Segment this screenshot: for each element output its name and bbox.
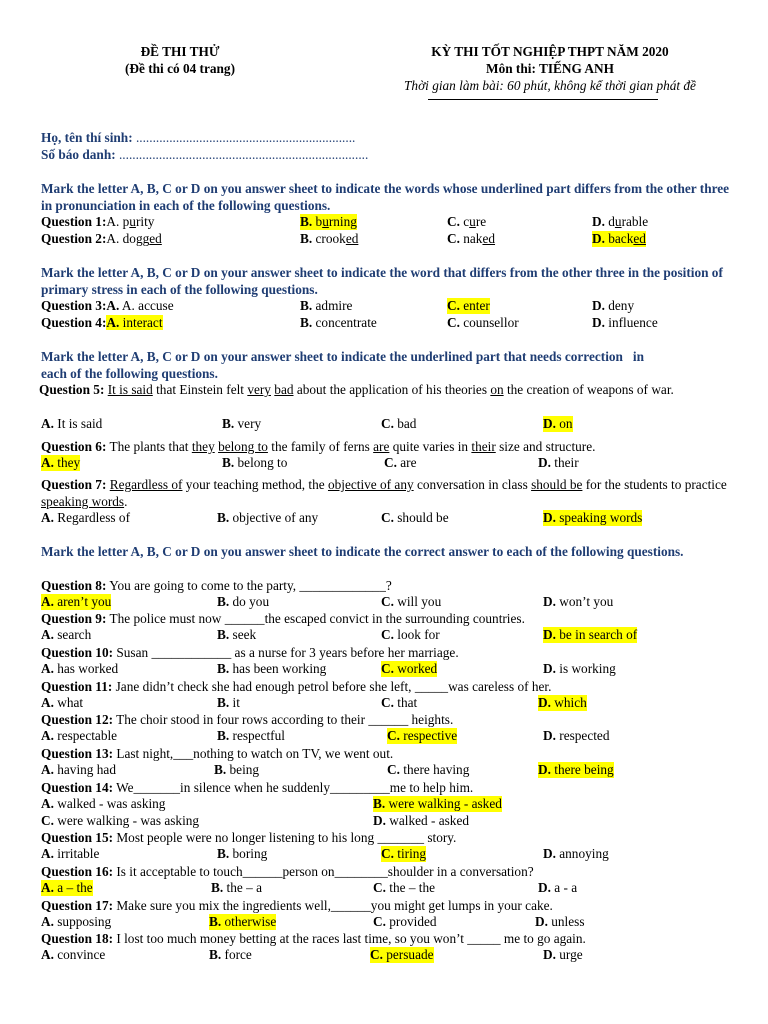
question-12-stem: [41, 711, 741, 728]
option-15d[interactable]: D. annoying: [543, 846, 609, 861]
option-1c[interactable]: C. cure: [447, 214, 487, 229]
question-16-text: Is it acceptable to touch______person on________shoulder in a conversation?: [113, 864, 534, 879]
option-2c[interactable]: C. naked: [447, 231, 496, 246]
option-6b[interactable]: B. belong to: [222, 455, 288, 470]
question-9-text: The police must now ______the escaped convict in the surrounding countries.: [106, 611, 525, 626]
option-8b[interactable]: B. do you: [217, 594, 270, 609]
option-14d[interactable]: D. walked - asked: [373, 813, 470, 828]
option-1b[interactable]: B. burning: [300, 214, 357, 229]
question-18-options: [41, 947, 741, 964]
section-3-instruction: [41, 349, 741, 382]
question-3-label: Question 3:: [41, 298, 107, 313]
option-10c[interactable]: C. worked: [381, 661, 438, 676]
candidate-name-dots: ..................................................................: [135, 130, 356, 145]
option-4d[interactable]: D. influence: [592, 315, 658, 330]
option-12d[interactable]: D. respected: [543, 728, 610, 743]
question-16-label: Question 16:: [41, 864, 114, 879]
option-11c[interactable]: C. that: [381, 695, 418, 710]
option-12c[interactable]: C. respective: [387, 728, 458, 743]
option-7a[interactable]: A. Regardless of: [41, 510, 131, 525]
option-13a[interactable]: A. having had: [41, 762, 116, 777]
question-14-label: Question 14:: [41, 780, 114, 795]
option-16a[interactable]: A. a – the: [41, 880, 93, 895]
question-12-text: The choir stood in four rows according to their ______ heights.: [113, 712, 454, 727]
option-15a[interactable]: A. irritable: [41, 846, 100, 861]
section-4-instruction: Mark the letter A, B, C or D on you answer sheet to indicate the correct answer to each of the following questions.: [41, 544, 684, 559]
option-9d[interactable]: D. be in search of: [543, 627, 638, 642]
question-6-label: Question 6:: [41, 439, 107, 454]
section-3-text-a: Mark the letter A, B, C or D on your answer sheet to indicate the underlined part that needs correction: [41, 349, 623, 364]
option-7b[interactable]: B. objective of any: [217, 510, 319, 525]
option-11b[interactable]: B. it: [217, 695, 240, 710]
question-17-text: Make sure you mix the ingredients well,______you might get lumps in your cake.: [113, 898, 553, 913]
header-divider: [428, 99, 658, 100]
question-18-stem: [41, 930, 741, 947]
question-2-stem: [41, 231, 162, 247]
option-2a[interactable]: A. dogged: [106, 231, 162, 246]
question-15-options: [41, 846, 741, 863]
option-12a[interactable]: A. respectable: [41, 728, 118, 743]
question-9-options: [41, 627, 741, 644]
question-8-options: [41, 594, 741, 611]
option-17d[interactable]: D. unless: [535, 914, 585, 929]
option-8a[interactable]: A. aren’t you: [41, 594, 112, 609]
option-4b[interactable]: B. concentrate: [300, 315, 377, 330]
option-3d[interactable]: D. deny: [592, 298, 635, 313]
option-4c[interactable]: C. counsellor: [447, 315, 519, 330]
section-1-instruction: Mark the letter A, B, C or D on you answer sheet to indicate the words whose underlined part differs from the other three in pronunciation in each of the following questions.: [41, 181, 730, 213]
question-10-label: Question 10:: [41, 645, 114, 660]
option-9a[interactable]: A. search: [41, 627, 92, 642]
option-4a[interactable]: A. interact: [106, 315, 163, 330]
time-note: Thời gian làm bài: 60 phút, không kể thời gian phát đề: [404, 78, 696, 93]
question-18-label: Question 18:: [41, 931, 114, 946]
option-9c[interactable]: C. look for: [381, 627, 440, 642]
candidate-name-row: [41, 130, 355, 146]
question-7-options: [41, 510, 741, 527]
question-15-stem: [41, 829, 741, 846]
option-14c[interactable]: C. were walking - was asking: [41, 813, 200, 828]
question-11-options: [41, 695, 741, 712]
question-16-options: [41, 880, 741, 897]
question-1-row: [41, 214, 741, 231]
option-1d[interactable]: D. durable: [592, 214, 649, 229]
question-12-label: Question 12:: [41, 712, 114, 727]
question-5-options: [41, 416, 741, 433]
option-13c[interactable]: C. there having: [387, 762, 470, 777]
question-13-options: [41, 762, 741, 779]
question-14-text: We_______in silence when he suddenly_________me to help him.: [113, 780, 474, 795]
page-count-note: (Đề thi có 04 trang): [124, 61, 236, 76]
option-9b[interactable]: B. seek: [217, 627, 257, 642]
option-6c[interactable]: C. are: [384, 455, 417, 470]
option-16b[interactable]: B. the – a: [211, 880, 262, 895]
question-9-stem: [41, 610, 741, 627]
question-12-options: [41, 728, 741, 745]
option-2d[interactable]: D. backed: [592, 231, 646, 246]
question-7-stem: Question 7: Regardless of your teaching method, the objective of any conversation in class should be for the students to practice speaking words.: [41, 477, 727, 509]
candidate-id-dots: ...........................................................................: [118, 147, 369, 162]
option-18c[interactable]: C. persuade: [370, 947, 434, 962]
candidate-name-label: Họ, tên thí sinh:: [41, 130, 133, 145]
question-10-stem: [41, 644, 741, 661]
question-8-label: Question 8:: [41, 578, 107, 593]
question-11-stem: [41, 678, 741, 695]
option-5d[interactable]: D. on: [543, 416, 573, 431]
question-3-row: [41, 298, 741, 315]
question-15-label: Question 15:: [41, 830, 114, 845]
option-16d[interactable]: D. a - a: [538, 880, 578, 895]
option-5a[interactable]: A. It is said: [41, 416, 103, 431]
option-12b[interactable]: B. respectful: [217, 728, 285, 743]
question-7-label: Question 7:: [41, 477, 107, 492]
question-15-text: Most people were no longer listening to his long _______ story.: [113, 830, 457, 845]
question-4-label: Question 4:: [41, 315, 107, 330]
option-7c[interactable]: C. should be: [381, 510, 449, 525]
option-15b[interactable]: B. boring: [217, 846, 268, 861]
question-8-stem: [41, 577, 741, 594]
option-7d[interactable]: D. speaking words: [543, 510, 643, 525]
question-2-label: Question 2:: [41, 231, 107, 246]
question-6-stem: Question 6: The plants that they belong to the family of ferns are quite varies in their size and structure.: [41, 439, 596, 454]
exam-type-title: ĐỀ THI THỬ: [140, 44, 220, 59]
question-4-row: [41, 315, 741, 332]
option-18a[interactable]: A. convince: [41, 947, 106, 962]
question-1-label: Question 1:: [41, 214, 107, 229]
option-17a[interactable]: A. supposing: [41, 914, 112, 929]
section-3-text-b: in: [632, 349, 645, 364]
option-8d[interactable]: D. won’t you: [543, 594, 614, 609]
candidate-id-row: [41, 147, 368, 163]
question-6-options: [41, 455, 741, 472]
question-5-stem: Question 5: It is said that Einstein felt very bad about the application of his theories on the creation of weapons of war.: [39, 382, 674, 397]
option-15c[interactable]: C. tiring: [381, 846, 427, 861]
option-18d[interactable]: D. urge: [543, 947, 583, 962]
question-17-stem: [41, 897, 741, 914]
section-3-text-c: each of the following questions.: [41, 365, 218, 381]
section-2-instruction: Mark the letter A, B, C or D on your answer sheet to indicate the word that differs from the other three in the position of primary stress in each of the following questions.: [41, 265, 723, 297]
question-10-text: Susan ____________ as a nurse for 3 years before her marriage.: [113, 645, 459, 660]
question-14-stem: [41, 779, 741, 796]
question-2-row: [41, 231, 741, 248]
question-13-text: Last night,___nothing to watch on TV, we went out.: [113, 746, 394, 761]
option-3c[interactable]: C. enter: [447, 298, 490, 313]
question-17-options: [41, 914, 741, 931]
question-8-text: You are going to come to the party, _____________?: [106, 578, 392, 593]
option-10a[interactable]: A. has worked: [41, 661, 119, 676]
question-11-text: Jane didn’t check she had enough petrol before she left, _____was careless of her.: [112, 679, 552, 694]
option-2b[interactable]: B. crooked: [300, 231, 359, 246]
option-17b[interactable]: B. otherwise: [209, 914, 277, 929]
option-3b[interactable]: B. admire: [300, 298, 353, 313]
question-16-stem: [41, 863, 741, 880]
question-11-label: Question 11:: [41, 679, 113, 694]
option-14b[interactable]: B. were walking - asked: [373, 796, 502, 811]
question-1-stem: [41, 214, 154, 230]
option-10d[interactable]: D. is working: [543, 661, 616, 676]
candidate-id-label: Số báo danh:: [41, 147, 116, 162]
option-13d[interactable]: D. there being: [538, 762, 614, 777]
option-13b[interactable]: B. being: [214, 762, 260, 777]
question-5-label: Question 5:: [39, 382, 105, 397]
option-5b[interactable]: B. very: [222, 416, 262, 431]
option-17c[interactable]: C. provided: [373, 914, 437, 929]
option-6a[interactable]: A. they: [41, 455, 81, 470]
option-6d[interactable]: D. their: [538, 455, 579, 470]
option-14a[interactable]: A. walked - was asking: [41, 796, 166, 811]
option-16c[interactable]: C. the – the: [373, 880, 436, 895]
question-18-text: I lost too much money betting at the races last time, so you won’t _____ me to go again.: [113, 931, 586, 946]
exam-title: KỲ THI TỐT NGHIỆP THPT NĂM 2020: [431, 44, 669, 59]
subject-line: Môn thi: TIẾNG ANH: [486, 61, 614, 76]
question-9-label: Question 9:: [41, 611, 107, 626]
question-13-stem: [41, 745, 741, 762]
option-11a[interactable]: A. what: [41, 695, 84, 710]
option-3a[interactable]: A. A. accuse: [106, 298, 174, 313]
question-13-label: Question 13:: [41, 746, 114, 761]
option-11d[interactable]: D. which: [538, 695, 587, 710]
question-10-options: [41, 661, 741, 678]
question-17-label: Question 17:: [41, 898, 114, 913]
option-8c[interactable]: C. will you: [381, 594, 442, 609]
option-18b[interactable]: B. force: [209, 947, 252, 962]
option-5c[interactable]: C. bad: [381, 416, 417, 431]
option-10b[interactable]: B. has been working: [217, 661, 327, 676]
option-1a[interactable]: A. purity: [106, 214, 155, 229]
